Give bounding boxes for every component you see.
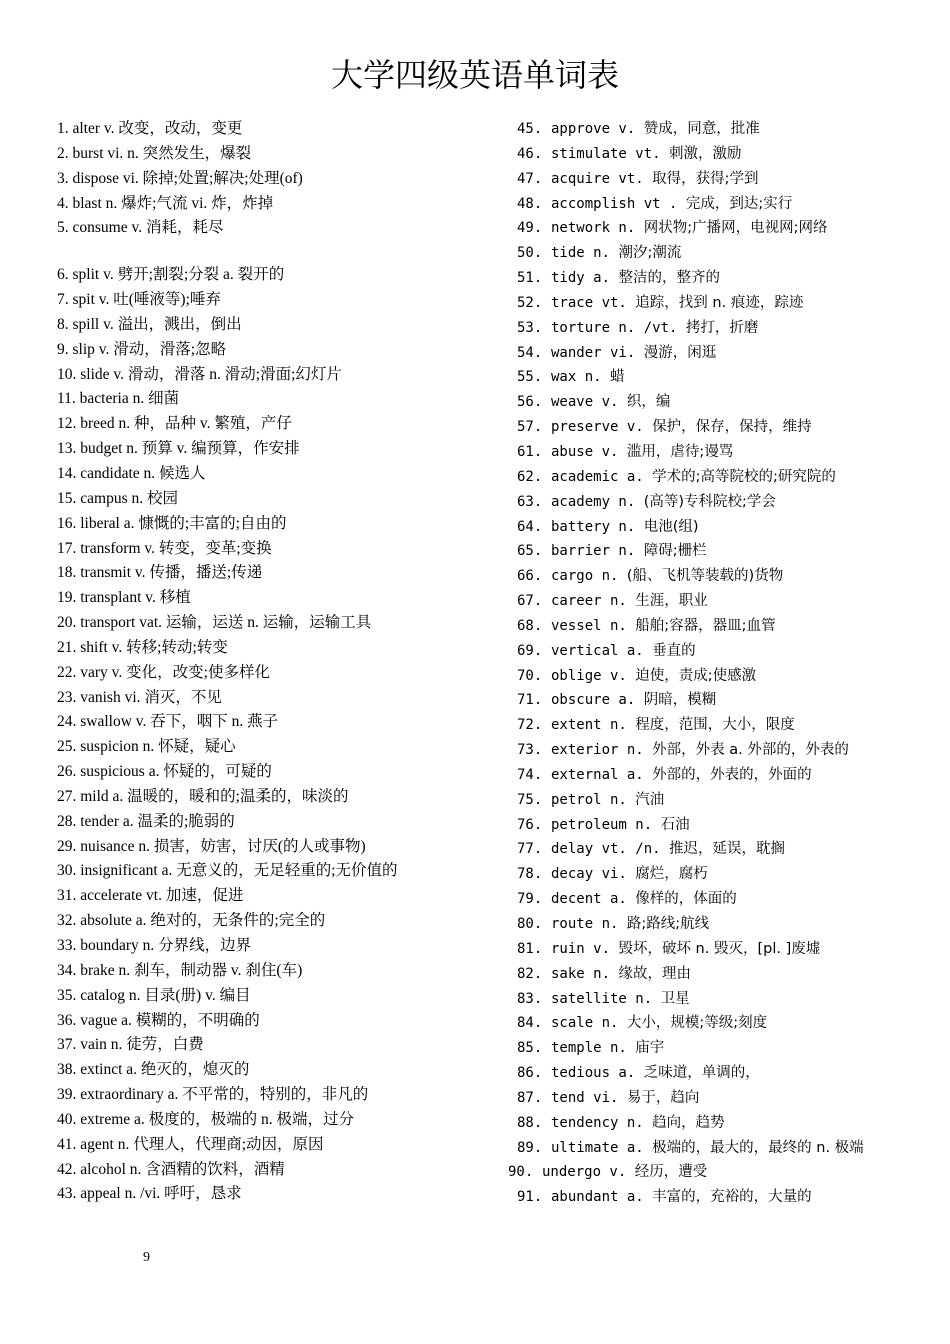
entry-term: battery n. bbox=[551, 518, 636, 535]
word-entry bbox=[508, 465, 928, 490]
entry-number: 68. bbox=[517, 617, 543, 634]
left-word-column bbox=[57, 117, 502, 1207]
word-entry: 10. slide v. 滑动，滑落 n. 滑动;滑面;幻灯片 bbox=[57, 365, 342, 383]
word-entry: 40. extreme a. 极度的，极端的 n. 极端，过分 bbox=[57, 1110, 355, 1128]
entry-definition: 路;路线;航线 bbox=[626, 916, 710, 932]
entry-number: 52. bbox=[517, 294, 543, 311]
entry-number: 73. bbox=[517, 742, 543, 759]
entry-term: approve v. bbox=[551, 121, 636, 137]
entry-number: 63. bbox=[517, 493, 543, 510]
entry-number: 81. bbox=[517, 940, 543, 957]
entry-number: 67. bbox=[517, 593, 543, 610]
word-entry bbox=[508, 788, 928, 813]
entry-term: tidy a. bbox=[551, 270, 611, 287]
word-entry bbox=[508, 614, 928, 639]
entry-definition: 追踪，找到 n. 痕迹，踪迹 bbox=[635, 294, 804, 311]
word-entry: 9. slip v. 滑动，滑落;忽略 bbox=[57, 340, 227, 358]
entry-term: career n. bbox=[551, 593, 627, 610]
entry-number: 55. bbox=[517, 369, 543, 386]
entry-definition: 垂直的 bbox=[652, 642, 696, 659]
entry-number: 54. bbox=[517, 344, 543, 361]
word-entry bbox=[508, 241, 928, 266]
word-entry bbox=[508, 167, 928, 192]
entry-definition: 汽油 bbox=[635, 791, 665, 808]
word-entry bbox=[508, 713, 928, 738]
entry-definition: 迫使，责成;使感激 bbox=[635, 667, 757, 684]
word-entry bbox=[508, 813, 928, 838]
word-entry bbox=[508, 390, 928, 415]
word-entry: 42. alcohol n. 含酒精的饮料，酒精 bbox=[57, 1160, 285, 1178]
entry-number: 47. bbox=[517, 170, 543, 187]
word-entry bbox=[508, 639, 928, 664]
entry-term: external a. bbox=[551, 766, 644, 783]
entry-term: route n. bbox=[551, 916, 619, 932]
word-entry bbox=[508, 539, 928, 564]
entry-term: torture n. /vt. bbox=[551, 319, 678, 336]
entry-definition: 完成，到达;实行 bbox=[685, 195, 793, 212]
word-entry: 5. consume v. 消耗，耗尽 bbox=[57, 219, 224, 237]
word-entry bbox=[508, 216, 928, 241]
entry-number: 62. bbox=[517, 468, 543, 485]
entry-term: tide n. bbox=[551, 245, 611, 262]
word-entry: 18. transmit v. 传播，播送;传递 bbox=[57, 564, 263, 582]
entry-definition: 阴暗，模糊 bbox=[643, 692, 717, 709]
entry-term: network n. bbox=[551, 220, 636, 237]
word-entry bbox=[508, 738, 928, 763]
entry-number: 78. bbox=[517, 866, 543, 883]
word-entry bbox=[508, 341, 928, 366]
entry-definition: 学术的;高等院校的;研究院的 bbox=[652, 468, 836, 485]
word-entry bbox=[508, 664, 928, 689]
word-entry: 1. alter v. 改变，改动，变更 bbox=[57, 120, 243, 137]
entry-definition: 庙宇 bbox=[635, 1040, 665, 1057]
entry-number: 84. bbox=[517, 1015, 543, 1032]
entry-term: petroleum n. bbox=[551, 816, 653, 833]
entry-term: cargo n. bbox=[551, 568, 619, 585]
word-entry bbox=[508, 1086, 928, 1111]
entry-number: 57. bbox=[517, 419, 543, 436]
word-entry: 16. liberal a. 慷慨的;丰富的;自由的 bbox=[57, 514, 287, 532]
entry-term: oblige v. bbox=[551, 667, 627, 684]
word-entry: 4. blast n. 爆炸;气流 vi. 炸，炸掉 bbox=[57, 194, 274, 212]
word-entry bbox=[508, 490, 928, 515]
entry-definition: 织，编 bbox=[626, 394, 671, 411]
entry-definition: 拷打，折磨 bbox=[685, 319, 759, 336]
word-entry: 35. catalog n. 目录(册) v. 编目 bbox=[57, 986, 251, 1004]
word-entry bbox=[508, 1011, 928, 1036]
entry-number: 70. bbox=[517, 667, 543, 684]
entry-term: accomplish vt . bbox=[551, 195, 678, 212]
word-entry: 34. brake n. 刹车，制动器 v. 刹住(车) bbox=[57, 961, 303, 979]
word-entry bbox=[508, 837, 928, 862]
word-entry: 21. shift v. 转移;转动;转变 bbox=[57, 638, 228, 656]
word-entry bbox=[508, 142, 928, 167]
entry-term: weave v. bbox=[551, 394, 619, 411]
word-entry: 36. vague a. 模糊的，不明确的 bbox=[57, 1011, 260, 1029]
entry-term: wax n. bbox=[551, 369, 602, 386]
entry-definition: 蜡 bbox=[610, 369, 625, 386]
entry-definition: 障碍;栅栏 bbox=[643, 543, 707, 560]
entry-number: 53. bbox=[517, 319, 543, 336]
entry-term: ultimate a. bbox=[551, 1139, 644, 1156]
entry-definition: 乏味道，单调的， bbox=[643, 1065, 760, 1082]
entry-definition: 程度，范围，大小，限度 bbox=[635, 717, 795, 734]
entry-term: sake n. bbox=[551, 965, 611, 982]
entry-term: delay vt. /n. bbox=[551, 841, 661, 858]
entry-number: 64. bbox=[517, 518, 543, 535]
entry-term: abuse v. bbox=[551, 443, 619, 460]
entry-number: 66. bbox=[517, 568, 543, 585]
word-entry bbox=[508, 291, 928, 316]
word-entry: 27. mild a. 温暖的，暖和的;温柔的，味淡的 bbox=[57, 787, 349, 805]
entry-definition: 网状物;广播网，电视网;网络 bbox=[643, 220, 828, 237]
entry-definition: 趋向，趋势 bbox=[652, 1114, 725, 1131]
entry-definition: 生涯，职业 bbox=[635, 593, 708, 610]
word-entry: 14. candidate n. 候选人 bbox=[57, 464, 206, 482]
entry-number: 71. bbox=[517, 692, 543, 709]
entry-definition: 整洁的，整齐的 bbox=[618, 270, 720, 287]
entry-definition: 保护，保存，保持，维持 bbox=[652, 419, 812, 436]
word-entry: 2. burst vi. n. 突然发生，爆裂 bbox=[57, 144, 252, 162]
right-word-column bbox=[508, 117, 928, 1210]
word-entry bbox=[508, 887, 928, 912]
word-entry bbox=[508, 987, 928, 1012]
word-entry bbox=[508, 266, 928, 291]
entry-term: decent a. bbox=[551, 891, 627, 908]
word-entry bbox=[508, 1036, 928, 1061]
entry-term: trace vt. bbox=[551, 294, 627, 311]
entry-definition: (船、飞机等装载的)货物 bbox=[626, 568, 784, 585]
word-entry: 3. dispose vi. 除掉;处置;解决;处理(of) bbox=[57, 169, 303, 187]
entry-term: vessel n. bbox=[551, 617, 627, 634]
entry-term: academic a. bbox=[551, 468, 644, 485]
entry-definition: 经历，遭受 bbox=[634, 1164, 708, 1181]
entry-definition: 漫游，闲逛 bbox=[643, 344, 717, 361]
entry-definition: 赞成，同意，批准 bbox=[643, 121, 760, 137]
entry-definition: 卫星 bbox=[660, 990, 690, 1007]
entry-term: preserve v. bbox=[551, 419, 644, 436]
word-entry: 12. breed n. 种，品种 v. 繁殖，产仔 bbox=[57, 415, 292, 433]
word-entry bbox=[508, 688, 928, 713]
entry-number: 88. bbox=[517, 1114, 543, 1131]
entry-number: 51. bbox=[517, 270, 543, 287]
word-entry bbox=[508, 912, 928, 937]
entry-term: barrier n. bbox=[551, 543, 636, 560]
entry-definition: (高等)专科院校;学会 bbox=[643, 493, 776, 510]
entry-definition: 易于，趋向 bbox=[626, 1089, 700, 1106]
word-entry: 32. absolute a. 绝对的，无条件的;完全的 bbox=[57, 912, 326, 930]
entry-definition: 刺激，激励 bbox=[669, 145, 742, 162]
entry-number: 74. bbox=[517, 766, 543, 783]
word-entry bbox=[508, 440, 928, 465]
word-entry: 24. swallow v. 吞下，咽下 n. 燕子 bbox=[57, 713, 279, 731]
entry-definition: 缘故，理由 bbox=[618, 965, 691, 982]
entry-number: 49. bbox=[517, 220, 543, 237]
entry-term: scale n. bbox=[551, 1015, 619, 1032]
entry-number: 72. bbox=[517, 717, 543, 734]
entry-term: wander vi. bbox=[551, 344, 636, 361]
entry-term: tendency n. bbox=[551, 1114, 644, 1131]
entry-number: 46. bbox=[517, 145, 543, 162]
entry-definition: 船舶;容器，器皿;血管 bbox=[635, 617, 776, 634]
entry-number: 90. bbox=[508, 1164, 534, 1181]
word-entry bbox=[508, 1111, 928, 1136]
word-entry bbox=[508, 192, 928, 217]
entry-number: 79. bbox=[517, 891, 543, 908]
entry-number: 69. bbox=[517, 642, 543, 659]
word-entry: 30. insignificant a. 无意义的，无足轻重的;无价值的 bbox=[57, 862, 398, 880]
entry-term: obscure a. bbox=[551, 692, 636, 709]
word-entry: 7. spit v. 吐(唾液等);唾弃 bbox=[57, 291, 221, 309]
word-entry: 37. vain n. 徒劳，白费 bbox=[57, 1036, 204, 1054]
entry-definition: 滥用，虐待;谩骂 bbox=[626, 443, 734, 460]
entry-definition: 毁坏，破坏 n. 毁灭，[pl. ]废墟 bbox=[618, 940, 821, 957]
word-entry bbox=[508, 1136, 928, 1161]
entry-term: extent n. bbox=[551, 717, 627, 734]
entry-number: 48. bbox=[517, 195, 543, 212]
word-entry: 31. accelerate vt. 加速，促进 bbox=[57, 887, 244, 905]
page-number: 9 bbox=[143, 1250, 150, 1265]
word-entry: 28. tender a. 温柔的;脆弱的 bbox=[57, 812, 235, 830]
word-entry: 11. bacteria n. 细菌 bbox=[57, 390, 180, 408]
entry-number: 82. bbox=[517, 965, 543, 982]
word-entry bbox=[508, 962, 928, 987]
entry-definition: 腐烂，腐朽 bbox=[635, 866, 708, 883]
entry-number: 80. bbox=[517, 916, 543, 932]
entry-number: 83. bbox=[517, 990, 543, 1007]
entry-term: vertical a. bbox=[551, 642, 644, 659]
word-entry bbox=[508, 365, 928, 390]
entry-term: academy n. bbox=[551, 493, 636, 510]
entry-number: 86. bbox=[517, 1065, 543, 1082]
word-entry: 22. vary v. 变化，改变;使多样化 bbox=[57, 663, 270, 681]
word-entry: 15. campus n. 校园 bbox=[57, 489, 178, 507]
entry-number: 65. bbox=[517, 543, 543, 560]
entry-number: 61. bbox=[517, 443, 543, 460]
entry-definition: 电池(组) bbox=[643, 518, 699, 535]
entry-term: petrol n. bbox=[551, 791, 627, 808]
entry-term: abundant a. bbox=[551, 1189, 644, 1206]
entry-number: 77. bbox=[517, 841, 543, 858]
word-entry: 25. suspicion n. 怀疑，疑心 bbox=[57, 738, 236, 756]
entry-term: acquire vt. bbox=[551, 170, 644, 187]
word-entry bbox=[508, 1061, 928, 1086]
entry-term: undergo v. bbox=[542, 1164, 627, 1181]
word-entry: 43. appeal n. /vi. 呼吁，恳求 bbox=[57, 1185, 242, 1203]
entry-definition: 外部，外表 a. 外部的，外表的 bbox=[652, 742, 849, 759]
entry-definition: 潮汐;潮流 bbox=[618, 245, 682, 262]
entry-number: 75. bbox=[517, 791, 543, 808]
entry-definition: 极端的，最大的，最终的 n. 极端 bbox=[652, 1139, 864, 1156]
word-entry: 17. transform v. 转变，变革;变换 bbox=[57, 539, 272, 557]
word-entry: 6. split v. 劈开;割裂;分裂 a. 裂开的 bbox=[57, 266, 285, 284]
entry-term: exterior n. bbox=[551, 742, 644, 759]
entry-definition: 丰富的，充裕的，大量的 bbox=[652, 1189, 812, 1206]
entry-term: satellite n. bbox=[551, 990, 653, 1007]
word-entry bbox=[508, 1160, 928, 1185]
word-entry bbox=[508, 937, 928, 962]
entry-number: 85. bbox=[517, 1040, 543, 1057]
word-entry: 39. extraordinary a. 不平常的，特别的，非凡的 bbox=[57, 1086, 369, 1104]
word-entry bbox=[508, 862, 928, 887]
word-entry: 38. extinct a. 绝灭的，熄灭的 bbox=[57, 1061, 250, 1079]
entry-term: tedious a. bbox=[551, 1065, 636, 1082]
word-entry: 20. transport vat. 运输，运送 n. 运输，运输工具 bbox=[57, 614, 372, 632]
entry-definition: 大小，规模;等级;刻度 bbox=[626, 1015, 768, 1032]
entry-definition: 取得，获得;学到 bbox=[652, 170, 759, 187]
entry-definition: 推迟，延误，耽搁 bbox=[669, 841, 786, 858]
word-entry bbox=[508, 564, 928, 589]
entry-term: tend vi. bbox=[551, 1089, 619, 1106]
entry-number: 91. bbox=[517, 1189, 543, 1206]
word-entry: 41. agent n. 代理人，代理商;动因，原因 bbox=[57, 1135, 324, 1153]
entry-number: 76. bbox=[517, 816, 543, 833]
entry-definition: 像样的，体面的 bbox=[635, 891, 737, 908]
entry-number: 45. bbox=[517, 121, 543, 137]
entry-number: 50. bbox=[517, 245, 543, 262]
word-entry: 33. boundary n. 分界线，边界 bbox=[57, 937, 252, 954]
word-entry: 26. suspicious a. 怀疑的，可疑的 bbox=[57, 763, 272, 781]
word-entry bbox=[508, 763, 928, 788]
word-entry: 13. budget n. 预算 v. 编预算，作安排 bbox=[57, 440, 300, 458]
word-entry: 8. spill v. 溢出，溅出，倒出 bbox=[57, 315, 242, 333]
word-entry bbox=[508, 515, 928, 540]
word-entry: 29. nuisance n. 损害，妨害，讨厌(的人或事物) bbox=[57, 837, 366, 855]
word-entry: 23. vanish vi. 消灭，不见 bbox=[57, 688, 222, 706]
entry-number: 87. bbox=[517, 1089, 543, 1106]
entry-number: 89. bbox=[517, 1139, 543, 1156]
word-entry bbox=[508, 316, 928, 341]
word-entry bbox=[508, 117, 928, 142]
word-entry bbox=[508, 589, 928, 614]
entry-term: temple n. bbox=[551, 1040, 627, 1057]
word-entry bbox=[508, 415, 928, 440]
entry-definition: 石油 bbox=[660, 816, 690, 833]
page-title: 大学四级英语单词表 bbox=[330, 56, 619, 94]
word-entry: 19. transplant v. 移植 bbox=[57, 589, 191, 607]
entry-term: stimulate vt. bbox=[551, 145, 661, 162]
spacer bbox=[57, 241, 502, 263]
entry-number: 56. bbox=[517, 394, 543, 411]
entry-term: decay vi. bbox=[551, 866, 627, 883]
entry-term: ruin v. bbox=[551, 940, 611, 957]
entry-definition: 外部的，外表的，外面的 bbox=[652, 766, 812, 783]
word-entry bbox=[508, 1185, 928, 1210]
